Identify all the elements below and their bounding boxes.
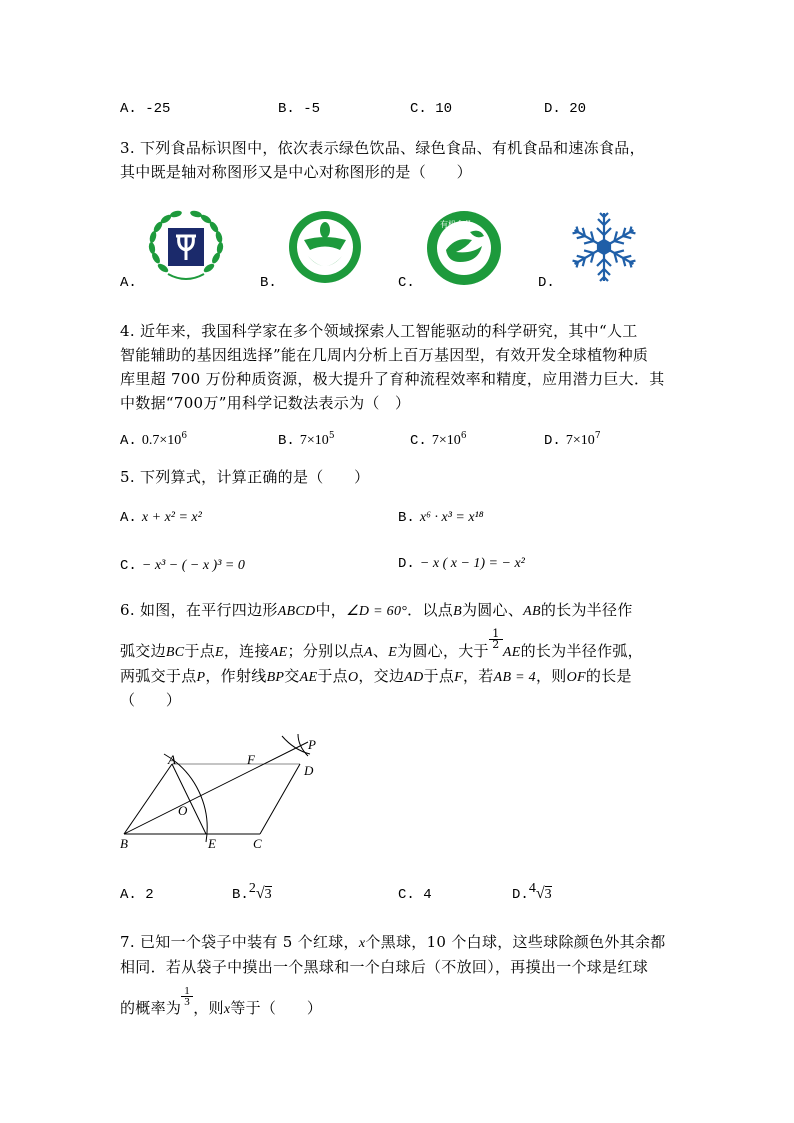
label-a: A xyxy=(168,752,176,767)
label-e: E xyxy=(208,836,216,851)
label-p: P xyxy=(308,737,316,752)
q4-option-a: A. $0.7\times 10^6$ xyxy=(120,431,188,449)
segment-ae xyxy=(172,764,206,834)
green-drink-logo xyxy=(146,208,226,286)
q3-line2: 其中既是轴对称图形又是中心对称图形的是（ ） xyxy=(120,163,472,181)
snowflake-logo xyxy=(566,208,642,286)
q3-option-d: D. xyxy=(538,275,555,291)
arc-near-p-1 xyxy=(282,736,310,754)
q3-option-a: A. xyxy=(120,275,137,291)
q6-line4: （ ） xyxy=(120,691,182,709)
label-o: O xyxy=(178,803,188,818)
q4-line3: 库里超 700 万份种质资源，极大提升了育种流程效率和精度，应用潜力巨大．其 xyxy=(120,370,665,388)
q4-option-d: D. $7\times 10^7$ xyxy=(544,431,601,449)
q7-line3: 的概率为 $\frac{1}{3}$ ，则x等于（ ） xyxy=(120,985,323,1017)
q4-line1: 4. 近年来，我国科学家在多个领域探索人工智能驱动的科学研究，其中“人工 xyxy=(120,322,638,340)
label-c: C xyxy=(253,836,262,851)
q6-option-d: D.4√3 xyxy=(512,881,552,903)
q6-line1: 6. 如图，在平行四边形ABCD中，∠D = 60°．以点B为圆心、AB的长为半径作 xyxy=(120,601,633,619)
q5-option-c: C. − x³ − ( − x )³ = 0 xyxy=(120,558,245,574)
q2-option-b: B. -5 xyxy=(278,101,321,117)
q6-option-c: C. 4 xyxy=(398,887,432,903)
q5-option-a: A. x + x² = x² xyxy=(120,510,202,526)
q6-line2: 弧交边BC于点E，连接AE；分别以点A、E为圆心，大于 $\frac{1}{2}$ AE的长为半径作弧， xyxy=(120,627,643,660)
q6-line3: 两弧交于点P，作射线BP交AE于点O，交边AD于点F，若AB = 4，则OF的长是 xyxy=(120,667,632,685)
q5-option-d: D. − x ( x − 1) = − x² xyxy=(398,556,525,572)
q2-option-c: C. 10 xyxy=(410,101,453,117)
q4-option-c: C. $7\times 10^6$ xyxy=(410,431,467,449)
ray-bp xyxy=(124,742,308,834)
q2-option-a: A. -25 xyxy=(120,101,171,117)
label-d: D xyxy=(304,763,314,778)
q4-line2: 智能辅助的基因组选择”能在几周内分析上百万基因型，有效开发全球植物种质 xyxy=(120,346,649,364)
parallelogram-figure xyxy=(112,728,332,852)
label-b: B xyxy=(120,836,128,851)
q3-option-b: B. xyxy=(260,275,277,291)
q4-line4: 中数据“700万”用科学记数法表示为（ ） xyxy=(120,394,411,412)
label-f: F xyxy=(247,752,255,767)
q7-line2: 相同．若从袋子中摸出一个黑球和一个白球后（不放回），再摸出一个球是红球 xyxy=(120,958,649,976)
q5-line1: 5. 下列算式，计算正确的是（ ） xyxy=(120,468,370,486)
organic-logo-text: 有机食品 xyxy=(440,220,472,229)
q4-option-b: B. $7\times 10^5$ xyxy=(278,431,335,449)
q7-line1: 7. 已知一个袋子中装有 5 个红球，x个黑球，10 个白球，这些球除颜色外其余都 xyxy=(120,933,666,951)
segment-dc xyxy=(260,764,300,834)
q5-option-b: B. x⁶ · x³ = x¹⁸ xyxy=(398,510,484,526)
q2-option-d: D. 20 xyxy=(544,101,587,117)
q6-option-b: B.2√3 xyxy=(232,881,272,903)
segment-ba xyxy=(124,764,172,834)
green-food-logo xyxy=(288,210,362,284)
q3-option-c: C. xyxy=(398,275,415,291)
q3-line1: 3. 下列食品标识图中，依次表示绿色饮品、绿色食品、有机食品和速冻食品， xyxy=(120,139,645,157)
q6-option-a: A. 2 xyxy=(120,887,154,903)
